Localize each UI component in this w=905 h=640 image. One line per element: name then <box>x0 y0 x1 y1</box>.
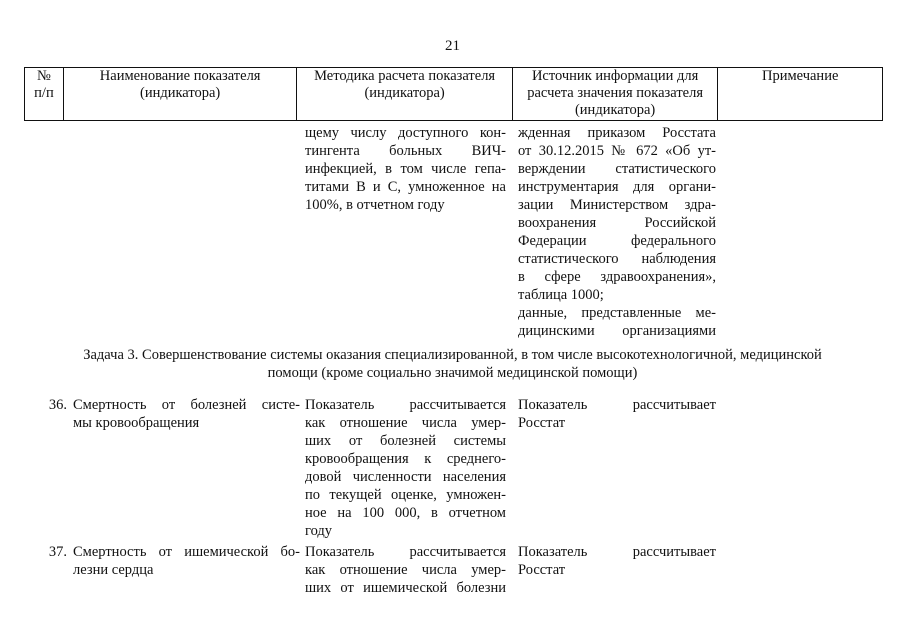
name-line: лезни сердца <box>73 562 154 578</box>
source-line: инструментария для органи- <box>518 179 716 195</box>
source-line: статистического наблюдения <box>518 251 716 267</box>
method-line: кровообращения к среднего- <box>305 451 506 467</box>
header-number-line: № <box>37 68 51 84</box>
method-line: ное на 100 000, в отчетном <box>305 505 506 521</box>
source-line: от 30.12.2015 № 672 «Об ут- <box>518 143 716 159</box>
name-line: Смертность от ишемической бо- <box>73 544 300 560</box>
method-line: ших от ишемической болезни <box>305 580 506 596</box>
header-method-line: Методика расчета показателя <box>314 68 496 84</box>
row-method <box>305 396 506 540</box>
row-number: 37. <box>48 544 67 560</box>
task-heading-line: Задача 3. Совершенствование системы оказания специализированной, в том числе высокотехнологичной, медицинской <box>83 347 822 363</box>
row-indicator-name <box>73 543 300 579</box>
task-heading-line: помощи (кроме социально значимой медицинской помощи) <box>267 365 638 381</box>
row-method <box>305 543 506 597</box>
task-3-heading <box>40 346 865 382</box>
source-line: верждении статистического <box>518 161 716 177</box>
header-method-line: (индикатора) <box>364 85 445 101</box>
method-line: инфекцией, в том числе гепа- <box>305 161 506 177</box>
source-line: дицинскими организациями <box>518 323 716 339</box>
method-line: как отношение числа умер- <box>305 562 506 578</box>
header-indicator-name-line: (индикатора) <box>139 85 221 101</box>
source-line: воохранения Российской <box>518 215 716 231</box>
row-number: 36. <box>48 397 67 413</box>
method-line: довой численности населения <box>305 469 506 485</box>
method-line: титами В и С, умноженное на <box>305 179 506 195</box>
method-line: по текущей оценке, умножен- <box>305 487 506 503</box>
source-line: Федерации федерального <box>518 233 716 249</box>
header-note-line: Примечание <box>761 68 839 84</box>
source-line: Росстат <box>518 415 566 431</box>
table-header <box>24 67 883 121</box>
source-line: жденная приказом Росстата <box>518 125 716 141</box>
method-line: тингента больных ВИЧ- <box>305 143 506 159</box>
page-number: 21 <box>445 38 460 54</box>
method-line: Показатель рассчитывается <box>305 397 506 413</box>
method-line: Показатель рассчитывается <box>305 544 506 560</box>
header-source-line: (индикатора) <box>574 102 656 118</box>
method-line: щему числу доступного кон- <box>305 125 506 141</box>
source-line: в сфере здравоохранения», <box>518 269 716 285</box>
header-indicator-name <box>64 68 297 120</box>
row-indicator-name <box>73 396 300 432</box>
name-line: Смертность от болезней систе- <box>73 397 300 413</box>
header-source-line: расчета значения показателя <box>527 85 703 101</box>
row-source <box>518 396 716 432</box>
source-line: таблица 1000; <box>518 287 604 303</box>
header-number-line: п/п <box>34 85 54 101</box>
continuation-source <box>518 124 716 340</box>
header-source <box>513 68 719 120</box>
header-method <box>297 68 513 120</box>
row-source <box>518 543 716 579</box>
method-line: ших от болезней системы <box>305 433 506 449</box>
source-line: Показатель рассчитывает <box>518 397 716 413</box>
header-note <box>718 68 882 120</box>
source-line: Росстат <box>518 562 566 578</box>
method-line: как отношение числа умер- <box>305 415 506 431</box>
method-line: 100%, в отчетном году <box>305 197 445 213</box>
header-source-line: Источник информации для <box>531 68 699 84</box>
source-line: зации Министерством здра- <box>518 197 716 213</box>
source-line: Показатель рассчитывает <box>518 544 716 560</box>
method-line: году <box>305 523 333 539</box>
source-line: данные, представленные ме- <box>518 305 716 321</box>
name-line: мы кровообращения <box>73 415 200 431</box>
header-number <box>25 68 64 120</box>
continuation-method <box>305 124 506 214</box>
header-indicator-name-line: Наименование показателя <box>99 68 261 84</box>
